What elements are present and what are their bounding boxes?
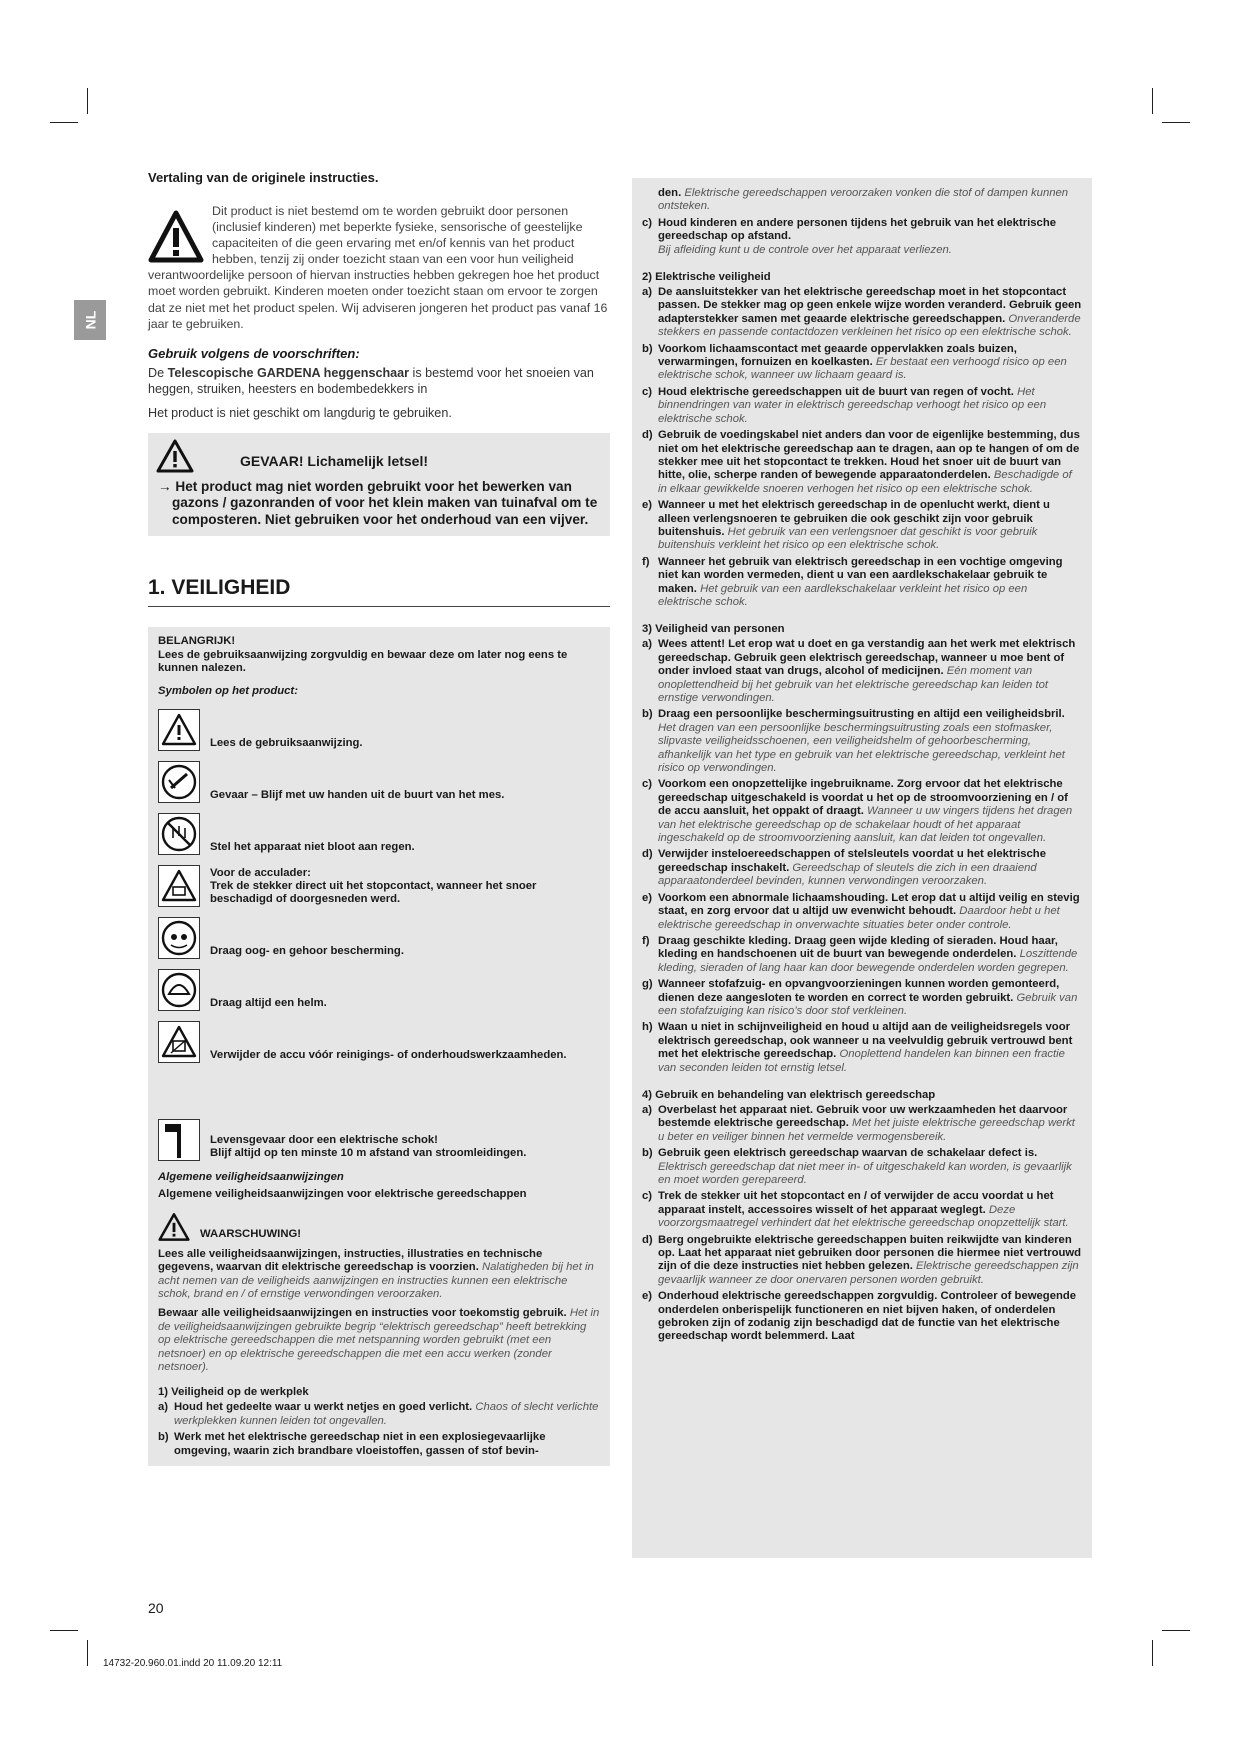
tool-use-title: 4) Gebruik en behandeling van elektrisch gereedschap xyxy=(642,1088,936,1101)
list-text: Draag geschikte kleding. Draag geen wijde kleding of sieraden. Houd haar, kleding en handschoenen uit de buurt van bewegende onderdelen. Loszittende kleding, sieraden of lang haar kan door bewegende onderdelen worden gegrepen. xyxy=(658,934,1078,974)
crop-mark xyxy=(1152,88,1153,114)
symbol-row xyxy=(158,965,600,1011)
right-column xyxy=(632,178,1092,1558)
list-text: Overbelast het apparaat niet. Gebruik voor uw werkzaamheden het daarvoor bestemde elektrische gereedschap. Met het juiste elektrische gereedschap werkt u beter en veiliger binnen het vermelde vermogensbereik. xyxy=(658,1103,1075,1143)
list-letter: a) xyxy=(642,1103,653,1116)
language-tab: NL xyxy=(74,300,106,340)
symbol-label xyxy=(210,945,404,958)
keep-text: Bewaar alle veiligheidsaanwijzingen en instructies voor toekomstig gebruik. Het in de veiligheidsaanwijzingen gebruikte begrip “elektrisch gereedschap” heeft betrekking op elektrische gereedschappen die met netspanning worden gebruikt (met een netsnoer) en op elektrische gereedschappen die met een accu werken (zonder netsnoer). xyxy=(158,1307,600,1373)
crop-mark xyxy=(1162,122,1190,123)
list-text: De aansluitstekker van het elektrische gereedschap moet in het stopcontact passen. De stekker mag op geen enkele wijze worden veranderd. Gebruik geen adapterstekker samen met geaarde elektrische gereedschappen. Onveranderde stekkers en passende contactdozen verkleinen het risico op een elektrische schok. xyxy=(658,286,1082,339)
symbol-row xyxy=(158,809,600,855)
list-item xyxy=(642,1190,1082,1230)
list-letter: d) xyxy=(642,429,653,442)
left-column xyxy=(148,170,610,1466)
list-text: Wanneer u met het elektrisch gereedschap in de openlucht werkt, dient u alleen verlengsnoeren te gebruiken die ook geschikt zijn voor gebruik buitenshuis. Het gebruik van een verlengsnoer dat geschikt is voor gebruik buitenshuis verkleint het risico op een elektrische schok. xyxy=(658,499,1050,552)
use-title: Gebruik volgens de voorschriften: xyxy=(148,345,360,361)
list-item xyxy=(158,1401,600,1428)
list-item xyxy=(642,1290,1082,1344)
list-item xyxy=(642,978,1082,1018)
symbol-label xyxy=(210,789,504,802)
list-letter: c) xyxy=(642,385,653,398)
crop-mark xyxy=(1162,1630,1190,1631)
footer-info: 14732-20.960.01.indd 20 11.09.20 12:11 xyxy=(103,1658,283,1669)
use-text: De Telescopische GARDENA heggenschaar is bestemd voor het snoeien van heggen, struiken, heesters en bodembedekkers in xyxy=(148,365,594,396)
list-item xyxy=(642,386,1082,426)
warning-icon xyxy=(158,1212,190,1242)
list-text: Draag een persoonlijke beschermingsuitrusting en altijd een veiligheidsbril. Het dragen van een persoonlijke beschermingsuitrusting zoals een stofmasker, slipvaste veiligheidsschoenen, een veiligheidshelm of gehoorbescherming, afhankelijk van het type en gebruik van het elektrische gereedschap, verkleint het risico op verwondingen. xyxy=(658,708,1065,775)
list-item xyxy=(642,556,1082,610)
important-text: Lees de gebruiksaanwijzing zorgvuldig en bewaar deze om later nog eens te kunnen nalezen. xyxy=(158,648,568,675)
symbol-label-text: Lees de gebruiksaanwijzing. xyxy=(210,737,363,750)
list-item xyxy=(642,778,1082,845)
symbol-label-heading: Voor de acculader: xyxy=(210,866,311,879)
symbol-label-text: Blijf altijd op ten minste 10 m afstand van stroomleidingen. xyxy=(210,1147,527,1160)
remove-battery-icon xyxy=(158,1021,200,1063)
list-text: Trek de stekker uit het stopcontact en / of verwijder de accu voordat u het apparaat instelt, accessoires wisselt of het apparaat weglegt. Deze voorzorgsmaatregel verhindert dat het elektrische gereedschap onopzettelijk start. xyxy=(658,1190,1069,1230)
symbol-label xyxy=(210,867,600,907)
danger-box xyxy=(148,433,610,537)
danger-triangle-icon xyxy=(156,439,194,473)
general-subtitle: Algemene veiligheidsaanwijzingen voor elektrische gereedschappen xyxy=(158,1188,527,1201)
list-letter: c) xyxy=(642,778,653,791)
not-suitable-text: Het product is niet geschikt om langdurig te gebruiken. xyxy=(148,405,452,420)
list-item xyxy=(642,343,1082,383)
list-item xyxy=(642,286,1082,340)
no-rain-icon xyxy=(158,813,200,855)
symbol-label xyxy=(210,841,415,854)
intro-text: Dit product is niet bestemd om te worden gebruikt door personen (inclusief kinderen) met beperkte fysieke, sensorische of geestelijke capaciteiten of die geen ervaring met en/of kennis van het product hebben, tenzij zij onder toezicht staan van een voor hun veiligheid verantwoordelijke persoon of hiervan instructies hebben gekregen hoe het product moet worden gebruikt. Kinderen moeten onder toezicht staan om ervoor te zorgen dat ze niet met het product spelen. Wij adviseren jongeren het product pas vanaf 16 jaar te gebruiken. xyxy=(148,204,608,331)
list-letter: f) xyxy=(642,934,650,947)
list-letter: b) xyxy=(642,1147,653,1160)
list-letter: a) xyxy=(158,1401,169,1414)
list-letter: c) xyxy=(642,1190,653,1203)
list-text: Houd het gedeelte waar u werkt netjes en goed verlicht. Chaos of slecht verlichte werkplekken kunnen leiden tot ongevallen. xyxy=(174,1401,599,1427)
list-letter: h) xyxy=(642,1021,653,1034)
list-item xyxy=(642,1104,1082,1144)
list-item xyxy=(642,1021,1082,1075)
crop-mark xyxy=(50,122,78,123)
symbol-label-heading: Levensgevaar door een elektrische schok! xyxy=(210,1134,438,1147)
list-item xyxy=(642,935,1082,975)
symbol-row xyxy=(158,1017,600,1063)
list-text: Wanneer het gebruik van elektrisch gereedschap in een vochtige omgeving niet kan worden vermeden, dient u van een aardlekschakelaar gebruik te maken. Het gebruik van een aardlekschakelaar verkleint het risico op een elektrische schok. xyxy=(658,555,1063,608)
list-letter: d) xyxy=(642,848,653,861)
list-text: Onderhoud elektrische gereedschappen zorgvuldig. Controleer of bewegende onderdelen onberispelijk functioneren en niet bijven haken, of onderdelen gebroken zijn of zodanig zijn beschadigd dat de functie van het elektrische gereedschap wordt belemmerd. Laat xyxy=(658,1290,1077,1343)
symbol-label xyxy=(210,737,363,750)
personal-safety-list xyxy=(642,638,1082,1075)
list-item xyxy=(642,848,1082,888)
power-line-icon xyxy=(158,1119,200,1161)
list-text: Waan u niet in schijnveiligheid en houd u altijd aan de veiligheidsregels voor elektrisch gereedschap, ook wanneer u na veelvuldig gebruik vertrouwd bent met het elektrische gereedschap. Onoplettend handelen kan binnen een fractie van seconden leiden tot ernstig letsel. xyxy=(658,1021,1073,1074)
symbols-list xyxy=(158,705,600,1161)
list-text: Berg ongebruikte elektrische gereedschappen buiten reikwijdte van kinderen op. Laat het apparaat niet gebruiken door personen die hiermee niet vertrouwd zijn of die deze instructies niet hebben gelezen. Elektrische gereedschappen zijn gevaarlijk wanneer ze door onervaren personen worden gebruikt. xyxy=(658,1233,1082,1286)
crop-mark xyxy=(1152,1640,1153,1666)
general-title: Algemene veiligheidsaanwijzingen xyxy=(158,1170,344,1183)
personal-safety-title: 3) Veiligheid van personen xyxy=(642,623,785,636)
list-text: Gebruik geen elektrisch gereedschap waarvan de schakelaar defect is. Elektrisch gereedschap dat niet meer in- of uitgeschakeld kan worden, is gevaarlijk en moet worden gerepareerd. xyxy=(658,1147,1072,1186)
list-letter: a) xyxy=(642,286,653,299)
list-letter: f) xyxy=(642,555,650,568)
list-text: Houd elektrische gereedschappen uit de buurt van regen of vocht. Het binnendringen van water in elektrisch gereedschap verhoogt het risico op een elektrische schok. xyxy=(658,385,1047,425)
danger-text: → Het product mag niet worden gebruikt voor het bewerken van gazons / gazonranden of voor het klein maken van tuinafval om te composteren. Niet gebruiken voor het onderhoud van een vijver. xyxy=(158,478,598,527)
list-text: Voorkom lichaamscontact met geaarde oppervlakken zoals buizen, verwarmingen, fornuizen en koelkasten. Er bestaat een verhoogd risico op een elektrische schok, wanneer uw lichaam geaard is. xyxy=(658,342,1067,382)
list-item xyxy=(642,708,1082,775)
electrical-safety-list xyxy=(642,286,1082,609)
list-text: Verwijder insteloereedschappen of stelsleutels voordat u het elektrische gereedschap inschakelt. Gereedschap of sleutels die zich in een draaiend apparaatonderdeel bevinden, kunnen verwondingen veroorzaken. xyxy=(658,848,1046,888)
list-letter: g) xyxy=(642,978,653,991)
hand-blade-icon xyxy=(158,761,200,803)
list-item xyxy=(642,499,1082,553)
crop-mark xyxy=(87,1640,88,1666)
continued-item: den. Elektrische gereedschappen veroorzaken vonken die stof of dampen kunnen ontsteken. xyxy=(658,187,1069,213)
list-item xyxy=(642,429,1082,496)
list-text: Wanneer stofafzuig- en opvangvoorzieningen kunnen worden gemonteerd, dienen deze aangesloten te worden en correct te worden gebruikt. Gebruik van een stofafzuiging kan risico’s door stof verkleinen. xyxy=(658,978,1078,1017)
list-letter: a) xyxy=(642,638,653,651)
symbol-label-text: Draag altijd een helm. xyxy=(210,997,327,1010)
list-item xyxy=(642,1234,1082,1288)
important-title: BELANGRIJK! xyxy=(158,635,236,648)
helmet-icon xyxy=(158,969,200,1011)
intro-warning xyxy=(148,203,610,332)
symbol-label-text: Gevaar – Blijf met uw handen uit de buurt van het mes. xyxy=(210,789,505,802)
symbol-label xyxy=(210,997,327,1010)
list-text: Voorkom een onopzettelijke ingebruikname. Zorg ervoor dat het elektrische gereedschap uitgeschakeld is voordat u het op de stroomvoorziening en / of de accu aansluit, het oppakt of draagt. Wanneer u uw vingers tijdens het dragen van het elektrische gereedschap op de schakelaar houdt of het apparaat ingeschakeld op de stroomvoorziening aansluit, kan dat leiden tot ongevallen. xyxy=(658,778,1073,845)
symbols-title: Symbolen op het product: xyxy=(158,685,298,698)
list-item xyxy=(642,638,1082,705)
symbol-label-text: Draag oog- en gehoor bescherming. xyxy=(210,945,404,958)
danger-title: GEVAAR! Lichamelijk letsel! xyxy=(240,452,429,469)
list-text: Werk met het elektrische gereedschap niet in een explosiegevaarlijke omgeving, waarin zich brandbare vloeistoffen, gassen of stof bevin- xyxy=(174,1431,546,1457)
list-letter: e) xyxy=(642,1290,653,1303)
warning-title: WAARSCHUWING! xyxy=(200,1228,302,1241)
list-letter: b) xyxy=(158,1431,169,1444)
important-box xyxy=(148,627,610,1466)
workplace-list xyxy=(158,1401,600,1458)
warning-triangle-icon xyxy=(148,209,204,265)
symbol-row xyxy=(158,1069,600,1161)
symbol-row xyxy=(158,705,600,751)
list-item: c) Houd kinderen en andere personen tijdens het gebruik van het elektrische gereedschap op afstand. Bij afleiding kunt u de controle over het apparaat verliezen. xyxy=(642,216,1057,256)
electrical-safety-title: 2) Elektrische veiligheid xyxy=(642,271,771,284)
list-item xyxy=(642,892,1082,932)
symbol-label-text: Stel het apparaat niet bloot aan regen. xyxy=(210,841,415,854)
list-letter: b) xyxy=(642,708,653,721)
tool-use-list xyxy=(642,1104,1082,1344)
list-letter: b) xyxy=(642,342,653,355)
symbol-label-text: Verwijder de accu vóór reinigings- of onderhoudswerkzaamheden. xyxy=(210,1049,567,1062)
list-text: Voorkom een abnormale lichaamshouding. Let erop dat u altijd veilig en stevig staat, en zorg ervoor dat u altijd uw evenwicht behoudt. Daardoor hebt u het elektrische gereedschap in onverwachte situaties beter onder controle. xyxy=(658,891,1080,931)
symbol-label xyxy=(210,1134,526,1161)
warning-text: Lees alle veiligheidsaanwijzingen, instructies, illustraties en technische gegevens, waarvan dit elektrische gereedschap is voorzien. Nalatigheden bij het in acht nemen van de veiligheids aanwijzingen en instructies kunnen een elektrische schok, brand en / of ernstige verwondingen veroorzaken. xyxy=(158,1247,594,1300)
workplace-title: 1) Veiligheid op de werkplek xyxy=(158,1386,309,1399)
crop-mark xyxy=(50,1630,78,1631)
list-letter: e) xyxy=(642,499,653,512)
section-title: 1. VEILIGHEID xyxy=(148,576,610,607)
list-letter: d) xyxy=(642,1233,653,1246)
page-number: 20 xyxy=(148,1600,164,1616)
symbol-label-text: Trek de stekker direct uit het stopcontact, wanneer het snoer beschadigd of doorgesneden werd. xyxy=(210,880,537,906)
translation-heading: Vertaling van de originele instructies. xyxy=(148,170,379,185)
symbol-row xyxy=(158,757,600,803)
list-text: Gebruik de voedingskabel niet anders dan voor de eigenlijke bestemming, dus niet om het elektrische gereedschap aan te dragen, aan op te hangen of om de stekker mee uit het stopcontact te trekken. Houd het snoer uit de buurt van hitte, olie, scherpe randen of bewegende apparaatonderdelen. Beschadigde of in elkaar gewikkelde snoeren verhogen het risico op een elektrische schok. xyxy=(658,429,1080,495)
list-item xyxy=(158,1431,600,1458)
battery-warning-icon xyxy=(158,865,200,907)
symbol-row xyxy=(158,913,600,959)
eye-ear-protection-icon xyxy=(158,917,200,959)
symbol-label xyxy=(210,1049,567,1062)
symbol-row xyxy=(158,861,600,907)
read-manual-icon xyxy=(158,709,200,751)
list-letter: e) xyxy=(642,891,653,904)
crop-mark xyxy=(87,88,88,114)
list-item xyxy=(642,1147,1082,1187)
list-text: Wees attent! Let erop wat u doet en ga verstandig aan het werk met elektrisch gereedschap. Gebruik geen elektrisch gereedschap, wanneer u moe bent of onder invloed staat van drugs, alcohol of medicijnen. Eén moment van onoplettendheid bij het gebruik van het elektrische gereedschap kan leiden tot ernstige verwondingen. xyxy=(658,638,1076,704)
